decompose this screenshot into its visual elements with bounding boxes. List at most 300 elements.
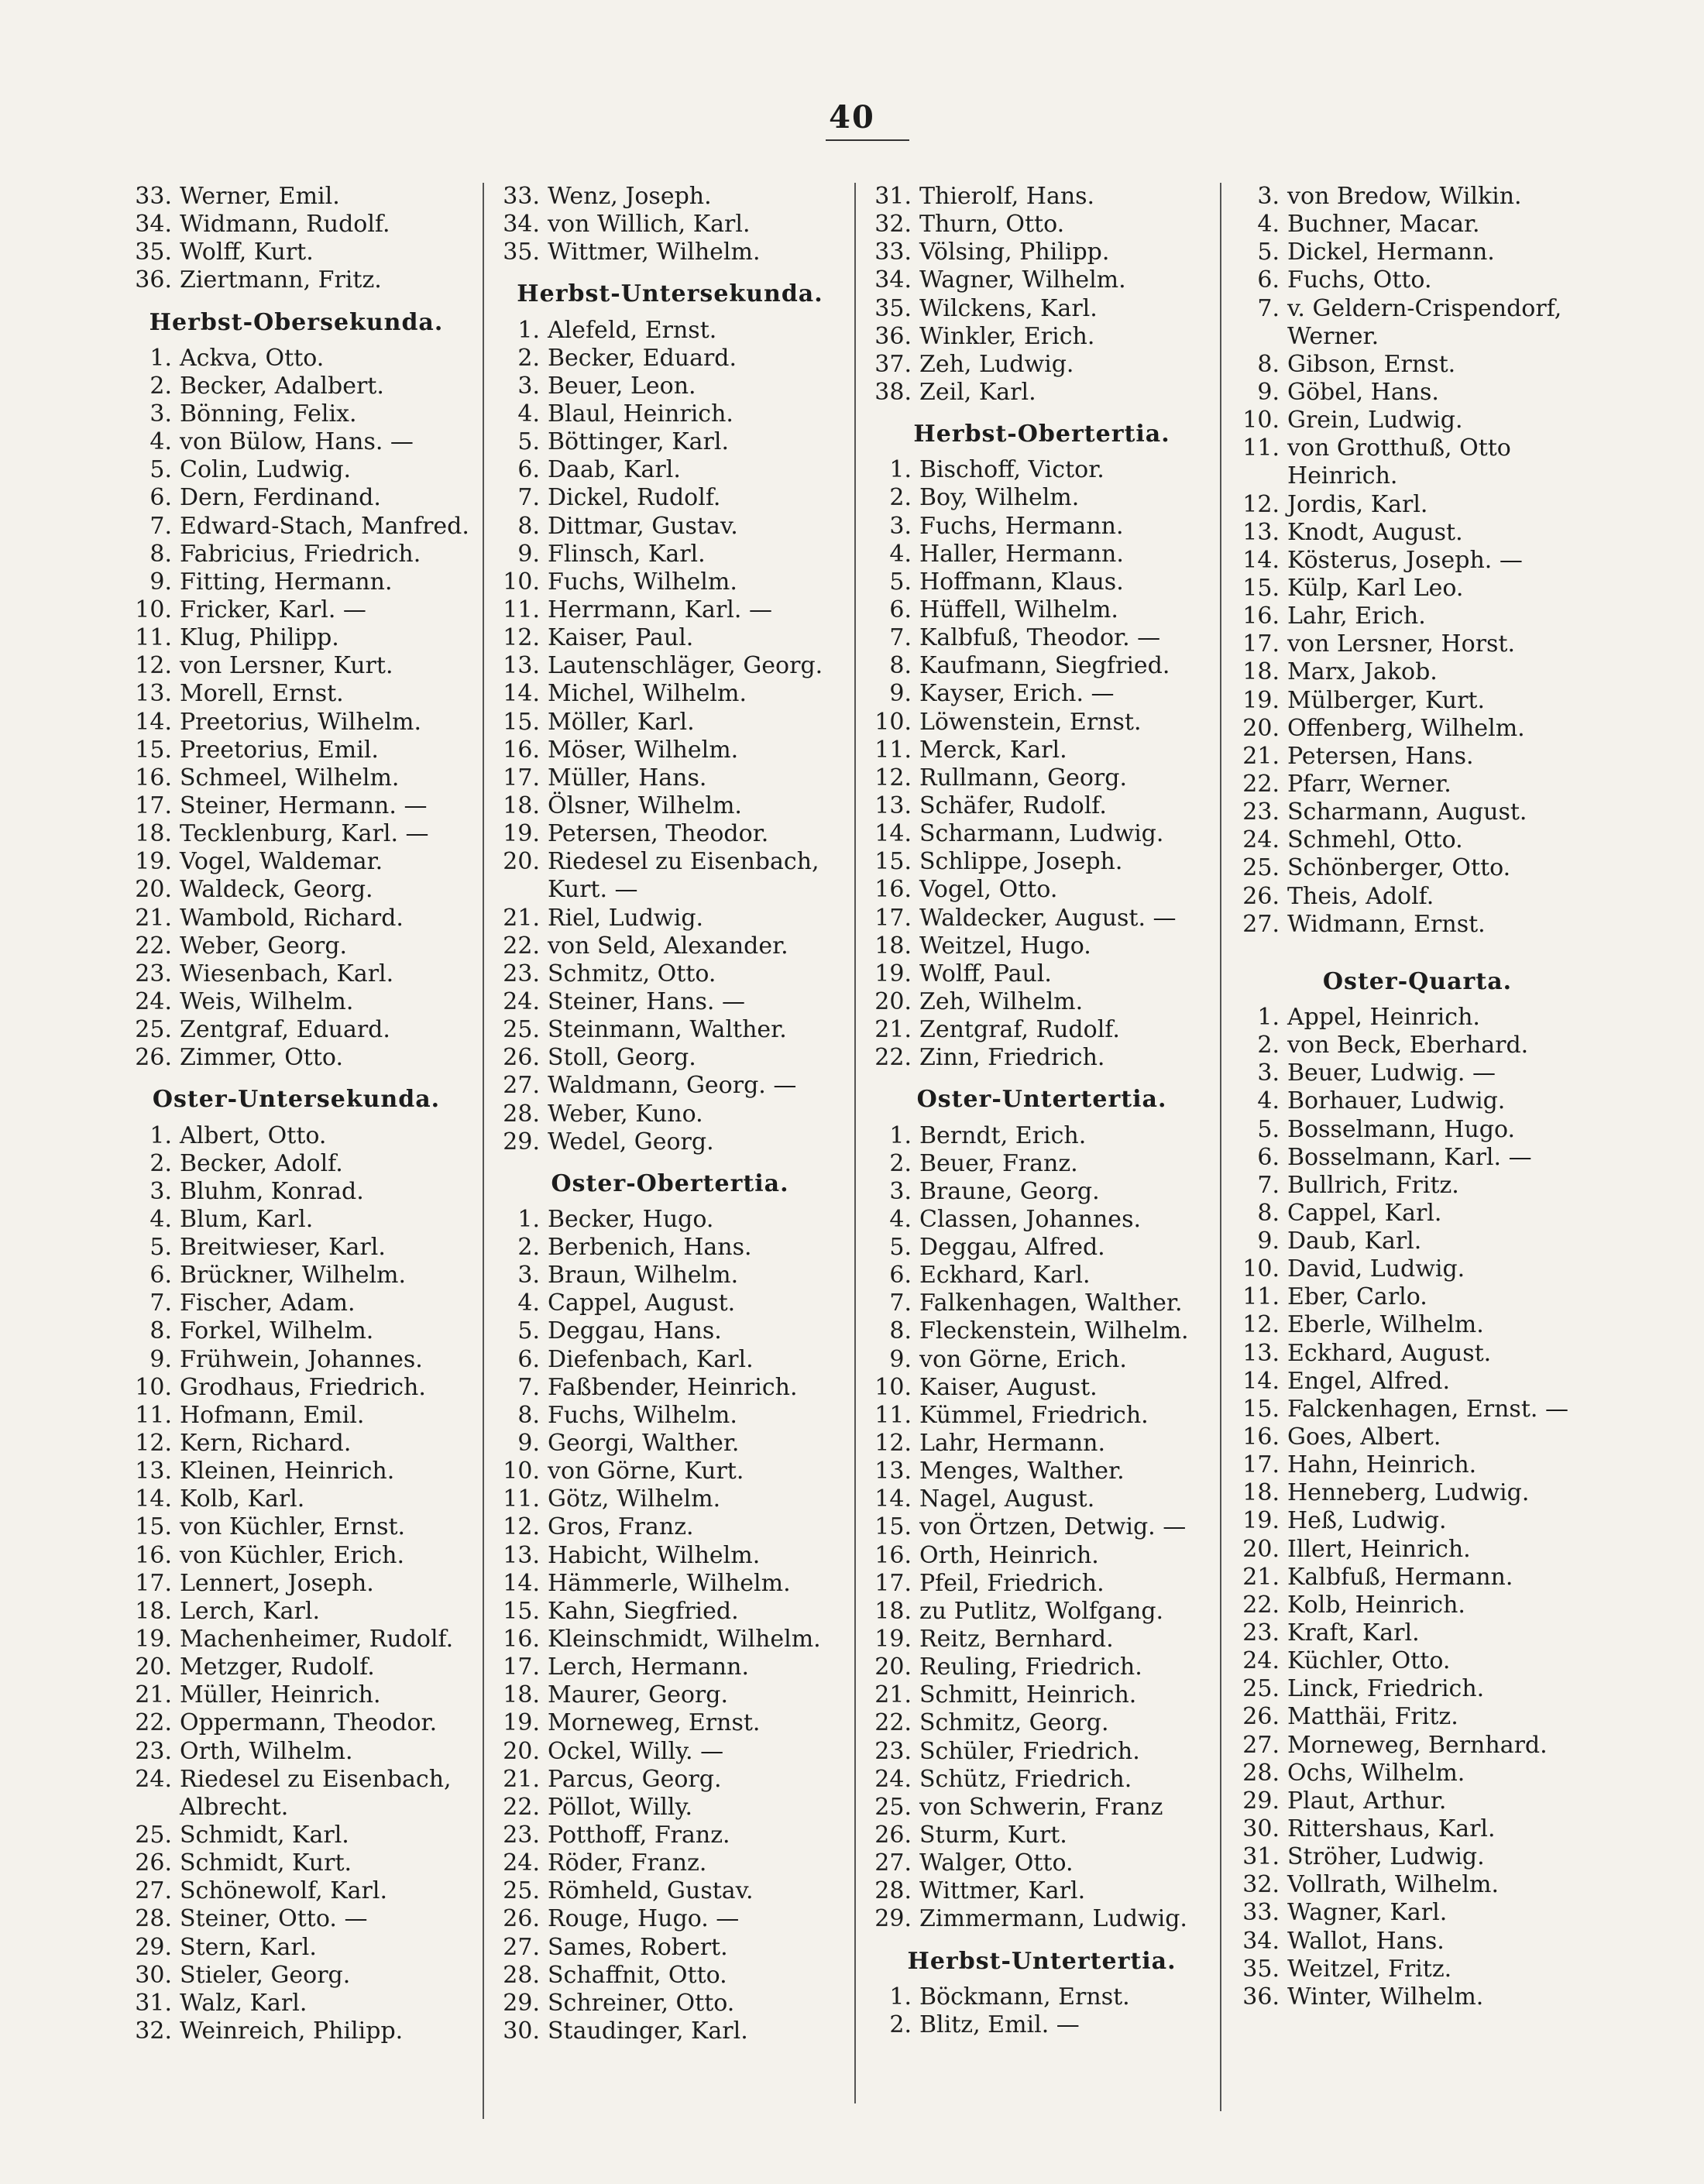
item-number: 15. — [135, 736, 172, 764]
list-item — [124, 1178, 469, 1206]
item-number: 28. — [503, 1100, 540, 1128]
list-item — [1232, 826, 1603, 854]
item-number: 1. — [889, 456, 912, 484]
student-name: Walger, Otto. — [919, 1849, 1074, 1877]
list-item — [1232, 1004, 1603, 1032]
item-number: 12. — [1242, 1311, 1280, 1339]
item-number: 28. — [503, 1961, 540, 1989]
student-name: Steinmann, Walther. — [548, 1016, 787, 1044]
list-item — [124, 266, 469, 294]
list-item — [864, 709, 1220, 737]
student-name: Löwenstein, Ernst. — [919, 708, 1142, 736]
list-item — [1232, 1479, 1603, 1507]
student-name: Fuchs, Wilhelm. — [548, 1401, 737, 1429]
list-item — [492, 1101, 848, 1128]
item-number: 19. — [135, 1626, 172, 1653]
list-item — [1232, 1283, 1603, 1311]
item-number: 27. — [503, 1072, 540, 1100]
list-item — [1232, 1760, 1603, 1787]
list-item — [492, 513, 848, 541]
item-number: 9. — [889, 1345, 912, 1373]
item-number: 7. — [1257, 294, 1280, 322]
item-number: 14. — [135, 1485, 172, 1513]
list-item — [864, 1178, 1220, 1206]
student-name: Steiner, Hermann. — — [180, 792, 428, 819]
student-name: Fischer, Adam. — [180, 1289, 356, 1317]
item-number: 13. — [135, 680, 172, 708]
item-number: 14. — [874, 820, 912, 848]
student-name: Flinsch, Karl. — [548, 540, 706, 568]
item-number: 29. — [503, 1989, 540, 2017]
list-item — [864, 1822, 1220, 1849]
student-name: von Bredow, Wilkin. — [1287, 183, 1522, 210]
student-name: Grodhaus, Friedrich. — [180, 1373, 426, 1401]
item-number: 4. — [149, 1205, 172, 1233]
list-item — [1232, 1815, 1603, 1843]
list-item — [864, 239, 1220, 266]
list-item — [864, 1485, 1220, 1513]
student-name: Vogel, Waldemar. — [180, 848, 383, 876]
student-name: Bosselmann, Karl. — — [1287, 1143, 1532, 1171]
student-name: Kolb, Heinrich. — [1287, 1591, 1465, 1619]
list-item — [864, 1374, 1220, 1402]
student-name: Illert, Heinrich. — [1287, 1535, 1471, 1563]
list-item — [1232, 1732, 1603, 1760]
student-name: Orth, Heinrich. — [919, 1541, 1099, 1569]
list-item — [124, 1234, 469, 1262]
list-item — [124, 1709, 469, 1737]
list-item — [1232, 687, 1603, 715]
item-number: 28. — [1242, 1759, 1280, 1787]
student-name: Völsing, Philipp. — [919, 239, 1110, 266]
list-item — [124, 1626, 469, 1653]
student-name: Heß, Ludwig. — [1287, 1507, 1447, 1535]
student-name: von Seld, Alexander. — [548, 932, 788, 960]
student-name: Riedesel zu Eisenbach, — [180, 1765, 452, 1793]
student-name: Mülberger, Kurt. — [1287, 686, 1486, 714]
student-name: Becker, Hugo. — [548, 1205, 714, 1233]
list-item — [492, 1849, 848, 1877]
item-number: 20. — [503, 848, 540, 876]
item-number: 5. — [889, 568, 912, 596]
item-number: 2. — [149, 372, 172, 400]
student-name: Wittmer, Wilhelm. — [548, 239, 761, 266]
item-number: 22. — [1242, 1591, 1280, 1619]
list-item — [864, 792, 1220, 820]
list-item — [864, 624, 1220, 652]
student-name: Kaiser, Paul. — [548, 624, 694, 652]
list-item — [864, 1430, 1220, 1458]
student-name: Weitzel, Fritz. — [1287, 1955, 1452, 1983]
student-name: Lerch, Hermann. — [548, 1653, 749, 1681]
list-item — [124, 1681, 469, 1709]
student-name: Kümmel, Friedrich. — [919, 1401, 1149, 1429]
list-item — [492, 960, 848, 988]
student-name: Kalbfuß, Theodor. — — [919, 624, 1161, 652]
student-name: Morneweg, Ernst. — [548, 1709, 761, 1737]
student-name: Bosselmann, Hugo. — [1287, 1115, 1516, 1143]
student-name: Linck, Friedrich. — [1287, 1675, 1485, 1703]
student-name: von Lersner, Horst. — [1287, 630, 1516, 658]
class-heading: Herbst-Untertertia. — [907, 1947, 1177, 1975]
list-item — [492, 1317, 848, 1345]
list-item — [124, 2017, 469, 2045]
list-item — [124, 820, 469, 848]
column-divider — [1220, 183, 1221, 2111]
student-name: Ströher, Ludwig. — [1287, 1843, 1485, 1871]
item-number: 29. — [874, 1905, 912, 1933]
list-item — [124, 960, 469, 988]
list-item — [1232, 1200, 1603, 1228]
item-number: 26. — [1242, 882, 1280, 910]
student-name: Kaiser, August. — [919, 1373, 1098, 1401]
column-divider — [854, 183, 856, 2103]
list-item — [492, 1738, 848, 1766]
list-item — [492, 624, 848, 652]
item-number: 13. — [1242, 1339, 1280, 1367]
list-item — [1232, 1564, 1603, 1592]
item-number: 38. — [874, 378, 912, 406]
list-item — [864, 1877, 1220, 1905]
list-item — [492, 1016, 848, 1044]
class-heading: Herbst-Obertertia. — [913, 421, 1170, 448]
item-number: 8. — [149, 1317, 172, 1345]
student-name: v. Geldern-Crispendorf, — [1287, 294, 1562, 322]
student-name: Kolb, Karl. — [180, 1485, 305, 1513]
list-item — [492, 345, 848, 373]
list-item — [1232, 1228, 1603, 1255]
student-name: Fleckenstein, Wilhelm. — [919, 1317, 1189, 1345]
list-item-continuation — [1232, 462, 1603, 490]
student-name: Schönberger, Otto. — [1287, 854, 1511, 882]
list-item — [864, 266, 1220, 294]
list-item — [492, 183, 848, 211]
list-item — [492, 764, 848, 792]
item-number: 36. — [1242, 1983, 1280, 2011]
list-item — [1232, 1983, 1603, 2011]
list-item — [124, 1766, 469, 1794]
student-name: Becker, Eduard. — [548, 344, 737, 372]
student-name: Heinrich. — [1287, 462, 1398, 490]
student-name: Pfeil, Friedrich. — [919, 1569, 1105, 1597]
list-item — [492, 1128, 848, 1156]
list-item — [864, 1122, 1220, 1150]
list-item — [124, 1570, 469, 1598]
list-item — [864, 1262, 1220, 1289]
item-number: 21. — [1242, 1563, 1280, 1591]
list-item — [1232, 1507, 1603, 1535]
list-item — [492, 1681, 848, 1709]
student-name: Schlippe, Joseph. — [919, 848, 1123, 876]
item-number: 23. — [135, 1737, 172, 1765]
item-number: 26. — [1242, 1703, 1280, 1731]
student-name: Wambold, Richard. — [180, 904, 404, 932]
item-number: 21. — [135, 904, 172, 932]
list-item — [1232, 519, 1603, 547]
item-number: 30. — [135, 1961, 172, 1989]
list-item — [1232, 379, 1603, 407]
list-item — [1232, 1619, 1603, 1647]
student-name: Ackva, Otto. — [180, 344, 325, 372]
student-name: Wittmer, Karl. — [919, 1877, 1086, 1905]
student-name: Winter, Wilhelm. — [1287, 1983, 1484, 2011]
list-item — [492, 1542, 848, 1570]
student-name: Marx, Jakob. — [1287, 658, 1438, 686]
list-item — [864, 1653, 1220, 1681]
item-number: 22. — [503, 1793, 540, 1821]
item-number: 9. — [517, 540, 540, 568]
student-name: Ziertmann, Fritz. — [180, 266, 382, 294]
item-number: 3. — [149, 400, 172, 428]
item-number: 37. — [874, 350, 912, 378]
item-number: 6. — [517, 456, 540, 484]
student-name: Möller, Karl. — [548, 708, 695, 736]
item-number: 3. — [517, 372, 540, 400]
student-name: Faßbender, Heinrich. — [548, 1373, 798, 1401]
item-number: 22. — [874, 1044, 912, 1072]
list-item — [864, 737, 1220, 764]
list-item — [1232, 883, 1603, 911]
student-name: Herrmann, Karl. — — [548, 596, 772, 623]
item-number: 12. — [1242, 490, 1280, 518]
list-item — [1232, 239, 1603, 266]
student-name: Braun, Wilhelm. — [548, 1262, 739, 1289]
list-item — [492, 1513, 848, 1541]
student-name: Lahr, Hermann. — [919, 1430, 1106, 1458]
item-number: 18. — [503, 792, 540, 819]
item-number: 24. — [503, 987, 540, 1015]
item-number: 12. — [503, 1513, 540, 1541]
item-number: 23. — [503, 1822, 540, 1849]
list-item — [124, 876, 469, 904]
column-3 — [864, 183, 1220, 2039]
student-name: Thurn, Otto. — [919, 211, 1065, 239]
student-name: Buchner, Macar. — [1287, 211, 1480, 239]
item-number: 10. — [135, 596, 172, 623]
item-number: 24. — [1242, 826, 1280, 854]
list-item — [864, 1626, 1220, 1653]
list-item — [124, 988, 469, 1016]
item-number: 32. — [874, 211, 912, 239]
list-item — [1232, 1675, 1603, 1703]
item-number: 11. — [503, 1485, 540, 1513]
student-name: Waldecker, August. — — [919, 904, 1177, 932]
list-item — [124, 484, 469, 512]
item-number: 18. — [503, 1681, 540, 1709]
item-number: 20. — [1242, 714, 1280, 742]
column-4 — [1232, 183, 1603, 2011]
item-number: 17. — [503, 764, 540, 792]
list-item — [124, 1016, 469, 1044]
student-name: Pfarr, Werner. — [1287, 770, 1451, 798]
list-item — [864, 988, 1220, 1016]
item-number: 19. — [874, 960, 912, 987]
student-name: Grein, Ludwig. — [1287, 407, 1463, 434]
item-number: 12. — [874, 1430, 912, 1458]
student-name: Vogel, Otto. — [919, 876, 1058, 904]
student-name: Jordis, Karl. — [1287, 490, 1428, 518]
student-name: Borhauer, Ludwig. — [1287, 1087, 1506, 1115]
list-item — [492, 1794, 848, 1822]
student-name: Zinn, Friedrich. — [919, 1044, 1105, 1072]
student-name: Morneweg, Bernhard. — [1287, 1731, 1548, 1759]
item-number: 17. — [874, 904, 912, 932]
student-name: Küchler, Otto. — [1287, 1647, 1451, 1675]
list-item — [1232, 1396, 1603, 1423]
item-number: 22. — [874, 1709, 912, 1737]
item-number: 17. — [1242, 630, 1280, 658]
student-name: Wolff, Kurt. — [180, 239, 314, 266]
list-item — [492, 680, 848, 708]
student-name: Deggau, Hans. — [548, 1317, 722, 1345]
list-item — [864, 1983, 1220, 2011]
list-item — [1232, 1647, 1603, 1675]
item-number: 7. — [149, 512, 172, 540]
student-name: Zeil, Karl. — [919, 378, 1036, 406]
item-number: 13. — [503, 652, 540, 680]
item-number: 2. — [517, 1234, 540, 1262]
item-number: 18. — [1242, 1479, 1280, 1507]
item-number: 14. — [503, 680, 540, 708]
student-name: Lautenschläger, Georg. — [548, 652, 823, 680]
item-number: 4. — [149, 428, 172, 456]
student-name: von Bülow, Hans. — — [180, 428, 414, 456]
list-item — [864, 848, 1220, 876]
list-item — [492, 456, 848, 484]
list-item — [1232, 1172, 1603, 1200]
student-name: Stieler, Georg. — [180, 1961, 351, 1989]
item-number: 14. — [1242, 546, 1280, 574]
list-item — [124, 932, 469, 960]
list-item — [864, 1905, 1220, 1933]
item-number: 7. — [517, 1373, 540, 1401]
spacer — [1232, 939, 1603, 954]
item-number: 21. — [874, 1016, 912, 1044]
student-name: Lahr, Erich. — [1287, 603, 1426, 630]
item-number: 1. — [149, 344, 172, 372]
student-name: Deggau, Alfred. — [919, 1234, 1105, 1262]
student-name: Alefeld, Ernst. — [548, 316, 717, 344]
student-name: Boy, Wilhelm. — [919, 484, 1080, 512]
item-number: 1. — [889, 1121, 912, 1149]
list-item — [1232, 547, 1603, 575]
student-name: Zentgraf, Eduard. — [180, 1016, 390, 1044]
list-item — [492, 1990, 848, 2017]
list-item — [124, 373, 469, 400]
item-number: 19. — [503, 820, 540, 848]
item-number: 2. — [149, 1149, 172, 1177]
item-number: 14. — [503, 1569, 540, 1597]
item-number: 10. — [503, 1458, 540, 1485]
item-number: 14. — [874, 1485, 912, 1513]
item-number: 27. — [1242, 1731, 1280, 1759]
item-number: 12. — [874, 764, 912, 792]
student-name: Blitz, Emil. — — [919, 2011, 1080, 2038]
list-item — [864, 513, 1220, 541]
item-number: 35. — [135, 239, 172, 266]
student-name: Fabricius, Friedrich. — [180, 540, 421, 568]
item-number: 32. — [1242, 1871, 1280, 1899]
list-item — [864, 1738, 1220, 1766]
item-number: 12. — [135, 652, 172, 680]
list-item — [492, 1570, 848, 1598]
student-name: Kalbfuß, Hermann. — [1287, 1563, 1513, 1591]
item-number: 26. — [503, 1905, 540, 1933]
list-item — [1232, 1144, 1603, 1172]
list-item — [492, 1044, 848, 1072]
item-number: 23. — [135, 960, 172, 987]
item-number: 15. — [135, 1513, 172, 1541]
student-name: Engel, Alfred. — [1287, 1367, 1451, 1395]
list-item — [124, 428, 469, 456]
list-item — [864, 1766, 1220, 1794]
student-name: Steiner, Hans. — — [548, 987, 745, 1015]
list-item — [124, 1934, 469, 1962]
list-item — [1232, 1787, 1603, 1815]
list-item — [124, 1598, 469, 1626]
item-number: 24. — [135, 1765, 172, 1793]
list-item — [864, 680, 1220, 708]
list-item — [864, 1849, 1220, 1877]
list-item — [864, 1709, 1220, 1737]
student-name: Riel, Ludwig. — [548, 904, 704, 932]
student-name: Werner. — [1287, 322, 1379, 350]
item-number: 20. — [135, 1653, 172, 1681]
list-item — [864, 932, 1220, 960]
item-number: 3. — [889, 1177, 912, 1205]
student-name: Klug, Philipp. — [180, 624, 339, 652]
item-number: 20. — [135, 876, 172, 904]
student-name: Brückner, Wilhelm. — [180, 1262, 407, 1289]
list-item — [124, 1990, 469, 2017]
student-name: Fuchs, Otto. — [1287, 266, 1432, 294]
student-name: Möser, Wilhelm. — [548, 736, 739, 764]
list-item — [1232, 1928, 1603, 1956]
item-number: 34. — [874, 266, 912, 294]
item-number: 2. — [889, 1149, 912, 1177]
item-number: 15. — [874, 848, 912, 876]
list-item — [1232, 1451, 1603, 1479]
list-item — [864, 1234, 1220, 1262]
item-number: 5. — [149, 456, 172, 484]
list-item — [492, 1346, 848, 1374]
student-name: Blum, Karl. — [180, 1205, 314, 1233]
list-item — [124, 456, 469, 484]
student-name: Parcus, Georg. — [548, 1765, 722, 1793]
list-item — [492, 211, 848, 239]
list-item — [492, 1653, 848, 1681]
student-name: Hoffmann, Klaus. — [919, 568, 1124, 596]
list-item — [864, 541, 1220, 568]
list-item — [1232, 1592, 1603, 1619]
student-name: Lennert, Joseph. — [180, 1569, 374, 1597]
student-name: Stern, Karl. — [180, 1933, 317, 1961]
list-item — [492, 1709, 848, 1737]
student-name: Schmehl, Otto. — [1287, 826, 1463, 854]
item-number: 16. — [874, 1541, 912, 1569]
item-number: 11. — [135, 1401, 172, 1429]
item-number: 27. — [874, 1849, 912, 1877]
item-number: 32. — [135, 2017, 172, 2045]
student-name: Becker, Adolf. — [180, 1149, 343, 1177]
item-number: 8. — [889, 652, 912, 680]
list-item — [124, 1542, 469, 1570]
list-item — [124, 1044, 469, 1072]
item-number: 6. — [149, 484, 172, 512]
student-name: Berndt, Erich. — [919, 1121, 1087, 1149]
list-item-continuation — [1232, 323, 1603, 351]
student-name: Offenberg, Wilhelm. — [1287, 714, 1525, 742]
